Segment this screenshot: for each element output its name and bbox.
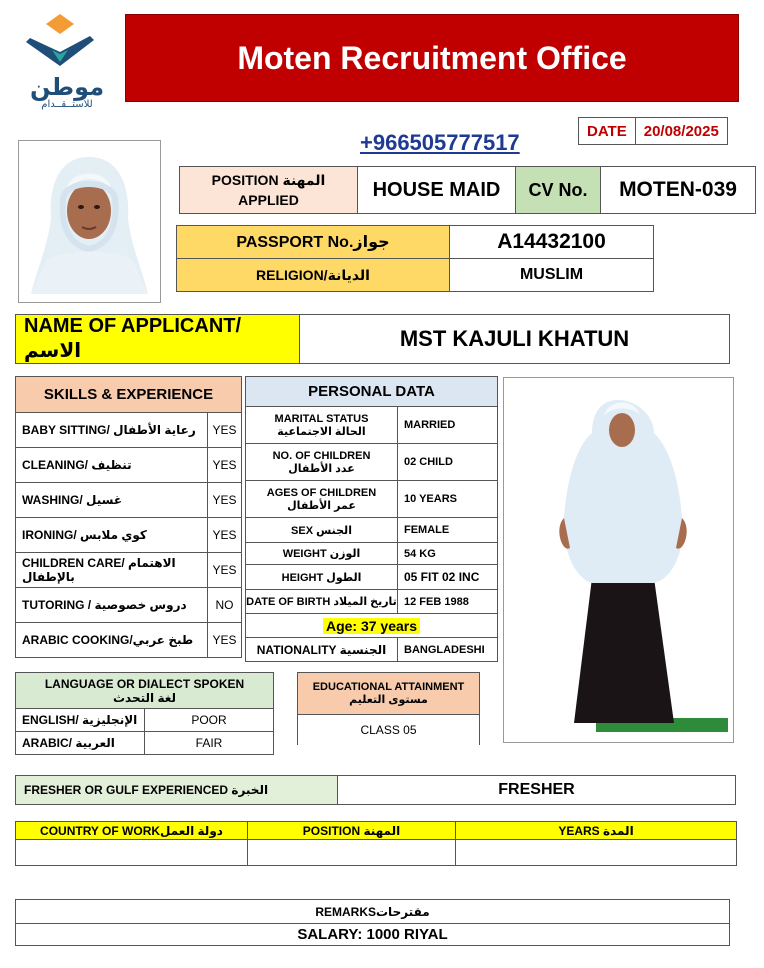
skill-value: NO xyxy=(208,588,242,623)
header-banner xyxy=(125,14,739,102)
ages-label-en: AGES OF CHILDREN xyxy=(266,486,377,499)
skill-value: YES xyxy=(208,413,242,448)
sex-label: SEX الجنس xyxy=(246,518,398,543)
experience-label: FRESHER OR GULF EXPERIENCED الخبرة xyxy=(16,776,338,805)
marital-label-ar: الحالة الاجتماعية xyxy=(277,425,366,438)
applicant-name-label: NAME OF APPLICANT/ الاسم xyxy=(16,315,300,364)
language-title xyxy=(16,673,274,709)
weight-value: 54 KG xyxy=(398,543,498,565)
table-row xyxy=(246,543,498,565)
table-row xyxy=(16,588,242,623)
sex-value: FEMALE xyxy=(398,518,498,543)
applicant-portrait xyxy=(18,140,161,303)
language-label: ARABIC/ العربية xyxy=(16,732,145,755)
table-row xyxy=(246,565,498,590)
children-label-en: NO. OF CHILDREN xyxy=(272,449,371,462)
table-row xyxy=(246,638,498,662)
religion-label: RELIGION/الديانة xyxy=(177,259,450,292)
skills-table xyxy=(15,376,242,658)
language-table xyxy=(15,672,274,755)
skill-label: TUTORING / دروس خصوصية xyxy=(16,588,208,623)
cv-value: MOTEN-039 xyxy=(601,167,756,214)
skill-label: IRONING/ كوي ملابس xyxy=(16,518,208,553)
children-value: 02 CHILD xyxy=(398,444,498,481)
experience-value: FRESHER xyxy=(338,776,736,805)
work-position-label: POSITION المهنة xyxy=(248,822,456,840)
passport-value: A14432100 xyxy=(450,226,654,259)
education-title-ar: مستوى التعليم xyxy=(349,694,428,706)
phone-number[interactable]: +966505777517 xyxy=(360,130,520,155)
years-cell xyxy=(456,840,737,866)
office-title: Moten Recruitment Office xyxy=(237,39,627,76)
work-history-table xyxy=(15,821,737,866)
language-title-ar: لغة التحدث xyxy=(112,690,177,705)
table-row xyxy=(16,518,242,553)
logo-sub-text: للاستــقــدام xyxy=(41,99,93,110)
table-row xyxy=(16,448,242,483)
remarks-label: REMARKSمقترحات xyxy=(16,900,730,924)
ages-label-ar: عمر الأطفال xyxy=(287,499,356,512)
language-label: ENGLISH/ الإنجليزية xyxy=(16,709,145,732)
skill-label: CHILDREN CARE/ الاهتمام بالإطفال xyxy=(16,553,208,588)
passport-label: PASSPORT No.جواز xyxy=(177,226,450,259)
education-table xyxy=(297,672,480,745)
table-row xyxy=(16,483,242,518)
remarks-table xyxy=(15,899,730,946)
position-table xyxy=(179,166,756,214)
personal-data-table xyxy=(245,376,498,662)
table-row xyxy=(16,553,242,588)
skill-label: BABY SITTING/ رعاية الأطفال xyxy=(16,413,208,448)
position-cell xyxy=(248,840,456,866)
skill-label: WASHING/ غسيل xyxy=(16,483,208,518)
applicant-name-value: MST KAJULI KHATUN xyxy=(300,315,730,364)
language-title-en: LANGUAGE OR DIALECT SPOKEN xyxy=(44,676,245,691)
skill-value: YES xyxy=(208,623,242,658)
date-value: 20/08/2025 xyxy=(643,122,719,140)
religion-value: MUSLIM xyxy=(450,259,654,292)
skill-value: YES xyxy=(208,553,242,588)
nationality-label: NATIONALITY الجنسية xyxy=(246,638,398,662)
country-label: COUNTRY OF WORKدولة العمل xyxy=(16,822,248,840)
marital-value: MARRIED xyxy=(398,407,498,444)
passport-table xyxy=(176,225,654,292)
dob-label: DATE OF BIRTH تاريخ الميلاد xyxy=(246,590,398,614)
portrait-image-icon xyxy=(27,149,152,294)
height-value: 05 FIT 02 INC xyxy=(398,565,498,590)
date-label: DATE xyxy=(579,118,636,144)
table-row xyxy=(16,732,274,755)
ages-label xyxy=(246,481,398,518)
table-row xyxy=(16,413,242,448)
table-row xyxy=(246,518,498,543)
logo-arabic-text: موطن xyxy=(29,74,105,101)
salary-value: SALARY: 1000 RIYAL xyxy=(16,924,730,946)
language-value: POOR xyxy=(145,709,274,732)
age-value: Age: 37 years xyxy=(323,618,420,634)
table-row xyxy=(246,481,498,518)
logo-mark-icon xyxy=(22,10,112,72)
table-row xyxy=(246,444,498,481)
skill-label: CLEANING/ تنظيف xyxy=(16,448,208,483)
marital-label xyxy=(246,407,398,444)
experience-table xyxy=(15,775,736,805)
company-logo xyxy=(22,10,112,110)
table-row xyxy=(16,709,274,732)
weight-label: WEIGHT الوزن xyxy=(246,543,398,565)
table-row xyxy=(246,614,498,638)
education-title xyxy=(298,673,480,715)
country-cell xyxy=(16,840,248,866)
education-value: CLASS 05 xyxy=(298,715,480,745)
table-row xyxy=(16,840,737,866)
skill-value: YES xyxy=(208,518,242,553)
years-label: YEARS المدة xyxy=(456,822,737,840)
skills-title: SKILLS & EXPERIENCE xyxy=(16,377,242,413)
table-row xyxy=(246,590,498,614)
table-row xyxy=(16,623,242,658)
ages-value: 10 YEARS xyxy=(398,481,498,518)
date-box xyxy=(578,117,728,145)
skill-value: YES xyxy=(208,483,242,518)
table-row xyxy=(246,407,498,444)
education-title-en: EDUCATIONAL ATTAINMENT xyxy=(312,681,465,693)
language-value: FAIR xyxy=(145,732,274,755)
nationality-value: BANGLADESHI xyxy=(398,638,498,662)
full-body-image-icon xyxy=(504,378,733,742)
marital-label-en: MARITAL STATUS xyxy=(274,412,369,425)
cv-label: CV No. xyxy=(516,167,601,214)
dob-value: 12 FEB 1988 xyxy=(398,590,498,614)
personal-title: PERSONAL DATA xyxy=(246,377,498,407)
position-value: HOUSE MAID xyxy=(358,167,516,214)
children-label-ar: عدد الأطفال xyxy=(288,462,355,475)
height-label: HEIGHT الطول xyxy=(246,565,398,590)
skill-label: ARABIC COOKING/طبخ عربي xyxy=(16,623,208,658)
applicant-full-photo xyxy=(503,377,734,743)
applicant-name-table xyxy=(15,314,730,364)
age-row xyxy=(246,614,498,638)
position-label: POSITION المهنة APPLIED xyxy=(180,167,358,214)
skill-value: YES xyxy=(208,448,242,483)
children-label xyxy=(246,444,398,481)
